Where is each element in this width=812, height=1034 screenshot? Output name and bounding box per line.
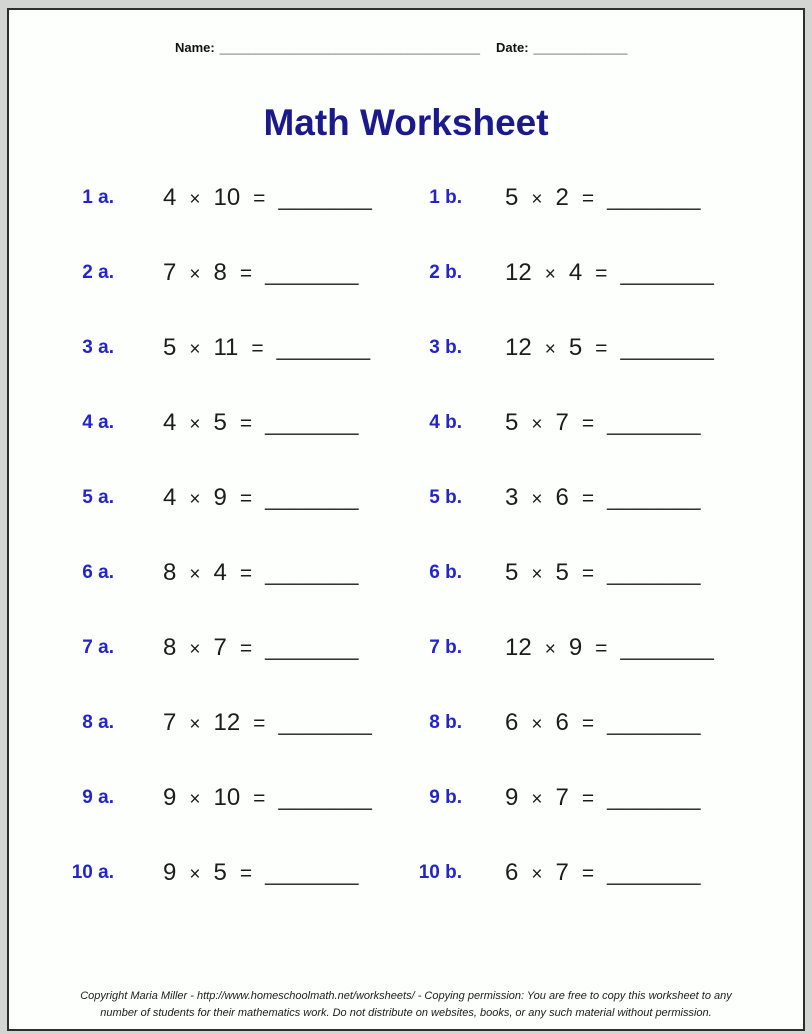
operand-2: 8 <box>213 258 227 286</box>
problem-label-a: 8 a. <box>82 711 114 733</box>
equals-sign: = <box>581 786 595 810</box>
operand-1: 12 <box>505 258 532 286</box>
operand-1: 8 <box>163 558 177 586</box>
answer-blank: _______ <box>265 633 359 661</box>
equals-sign: = <box>581 561 595 585</box>
multiply-sign: × <box>189 188 201 210</box>
problem-row <box>9 385 803 460</box>
multiply-sign: × <box>531 863 543 885</box>
problem-label-b: 9 b. <box>429 786 462 808</box>
problem-label-b: 5 b. <box>429 486 462 508</box>
problem-label-b: 1 b. <box>429 186 462 208</box>
operand-2: 2 <box>555 183 569 211</box>
operand-2: 7 <box>555 858 569 886</box>
answer-blank: _______ <box>278 783 372 811</box>
name-label: Name: <box>175 40 215 55</box>
operand-2: 5 <box>213 408 227 436</box>
date-blank-line: _____________ <box>533 40 628 55</box>
answer-blank: _______ <box>276 333 371 361</box>
problem-expression-b <box>505 784 701 812</box>
problem-label-b: 4 b. <box>429 411 462 433</box>
footer-line-1: Copyright Maria Miller - http://www.homeschoolmath.net/worksheets/ - Copying permission: You are free to copy this worksheet to any <box>80 990 732 1002</box>
problem-expression-b <box>505 334 714 362</box>
multiply-sign: × <box>544 338 556 360</box>
operand-1: 9 <box>163 858 177 886</box>
problem-expression-a <box>163 484 408 512</box>
multiply-sign: × <box>531 413 543 435</box>
problem-label-a: 3 a. <box>82 336 114 358</box>
problem-label-b: 7 b. <box>429 636 462 658</box>
equals-sign: = <box>581 861 595 885</box>
multiply-sign: × <box>189 863 201 885</box>
equals-sign: = <box>239 561 253 585</box>
operand-2: 12 <box>213 708 241 736</box>
equals-sign: = <box>581 486 595 510</box>
operand-2: 4 <box>568 258 583 286</box>
problem-label-a: 4 a. <box>82 411 114 433</box>
problem-row <box>9 235 803 310</box>
problem-expression-a <box>163 334 408 362</box>
problem-expression-b <box>505 484 701 512</box>
problem-expression-a <box>163 259 408 287</box>
problem-row <box>9 160 803 235</box>
operand-1: 6 <box>505 708 519 736</box>
answer-blank: _______ <box>620 333 714 361</box>
problem-label-b: 10 b. <box>418 861 462 883</box>
answer-blank: _______ <box>265 408 359 436</box>
problem-expression-b <box>505 634 714 662</box>
problem-row <box>9 460 803 535</box>
operand-1: 7 <box>163 258 177 286</box>
multiply-sign: × <box>531 488 543 510</box>
multiply-sign: × <box>531 563 543 585</box>
problem-expression-b <box>505 559 701 587</box>
operand-1: 5 <box>505 183 519 211</box>
multiply-sign: × <box>189 638 201 660</box>
problem-expression-a <box>163 634 408 662</box>
multiply-sign: × <box>189 263 201 285</box>
problem-row <box>9 310 803 385</box>
operand-2: 5 <box>555 558 569 586</box>
footer-line-2: number of students for their mathematics work. Do not distribute on websites, books, or any such material without permission. <box>100 1007 712 1019</box>
problem-label-a: 2 a. <box>82 261 114 283</box>
answer-blank: _______ <box>278 708 372 736</box>
answer-blank: _______ <box>265 858 359 886</box>
date-label: Date: <box>496 40 529 55</box>
multiply-sign: × <box>189 488 201 510</box>
equals-sign: = <box>595 636 608 660</box>
problems-grid <box>9 160 803 910</box>
operand-2: 7 <box>555 408 569 436</box>
problem-expression-b <box>505 259 714 287</box>
answer-blank: _______ <box>607 858 701 886</box>
operand-1: 5 <box>505 408 519 436</box>
operand-2: 4 <box>213 558 227 586</box>
operand-1: 6 <box>505 858 519 886</box>
problem-expression-b <box>505 709 701 737</box>
multiply-sign: × <box>544 263 556 285</box>
answer-blank: _______ <box>278 183 372 211</box>
problem-expression-a <box>163 409 408 437</box>
page-title: Math Worksheet <box>263 102 549 143</box>
problem-label-a: 5 a. <box>82 486 114 508</box>
answer-blank: _______ <box>607 483 701 511</box>
multiply-sign: × <box>544 638 556 660</box>
problem-expression-b <box>505 184 701 212</box>
problem-expression-a <box>163 559 408 587</box>
operand-2: 7 <box>555 783 569 811</box>
equals-sign: = <box>253 711 266 735</box>
equals-sign: = <box>253 186 266 210</box>
equals-sign: = <box>253 786 266 810</box>
operand-1: 9 <box>163 783 177 811</box>
footer-copyright <box>9 988 803 1022</box>
answer-blank: _______ <box>265 258 359 286</box>
answer-blank: _______ <box>265 483 359 511</box>
operand-2: 9 <box>568 633 583 661</box>
problem-label-b: 2 b. <box>429 261 462 283</box>
problem-expression-b <box>505 859 701 887</box>
name-blank-line: ____________________________________ <box>219 40 481 55</box>
operand-1: 12 <box>505 333 532 361</box>
operand-1: 9 <box>505 783 519 811</box>
answer-blank: _______ <box>620 633 714 661</box>
header <box>175 40 628 55</box>
answer-blank: _______ <box>607 783 701 811</box>
multiply-sign: × <box>531 188 543 210</box>
operand-2: 6 <box>555 708 569 736</box>
equals-sign: = <box>581 411 595 435</box>
problem-label-b: 8 b. <box>429 711 462 733</box>
operand-2: 7 <box>213 633 227 661</box>
equals-sign: = <box>581 186 595 210</box>
problem-expression-a <box>163 859 408 887</box>
problem-row <box>9 835 803 910</box>
problem-expression-a <box>163 784 408 812</box>
multiply-sign: × <box>189 413 201 435</box>
problem-label-b: 6 b. <box>429 561 462 583</box>
problem-row <box>9 610 803 685</box>
multiply-sign: × <box>531 713 543 735</box>
problem-label-b: 3 b. <box>429 336 462 358</box>
problem-expression-a <box>163 184 408 212</box>
operand-1: 8 <box>163 633 177 661</box>
operand-1: 5 <box>505 558 519 586</box>
answer-blank: _______ <box>265 558 359 586</box>
answer-blank: _______ <box>607 558 701 586</box>
operand-1: 4 <box>163 408 177 436</box>
answer-blank: _______ <box>607 408 701 436</box>
multiply-sign: × <box>189 788 201 810</box>
problem-label-a: 1 a. <box>82 186 114 208</box>
problem-row <box>9 760 803 835</box>
problem-row <box>9 685 803 760</box>
answer-blank: _______ <box>620 258 714 286</box>
operand-2: 9 <box>213 483 227 511</box>
multiply-sign: × <box>189 713 201 735</box>
operand-1: 4 <box>163 183 177 211</box>
equals-sign: = <box>239 411 253 435</box>
equals-sign: = <box>251 336 264 360</box>
operand-1: 3 <box>505 483 519 511</box>
operand-2: 10 <box>213 783 241 811</box>
operand-2: 11 <box>213 333 239 361</box>
problem-row <box>9 535 803 610</box>
multiply-sign: × <box>189 338 201 360</box>
equals-sign: = <box>595 336 608 360</box>
problem-label-a: 7 a. <box>82 636 114 658</box>
problem-label-a: 10 a. <box>71 861 114 883</box>
multiply-sign: × <box>531 788 543 810</box>
answer-blank: _______ <box>607 183 701 211</box>
operand-2: 6 <box>555 483 569 511</box>
problem-label-a: 6 a. <box>82 561 114 583</box>
operand-2: 5 <box>568 333 583 361</box>
equals-sign: = <box>239 636 253 660</box>
problem-label-a: 9 a. <box>82 786 114 808</box>
operand-2: 5 <box>213 858 227 886</box>
operand-1: 7 <box>163 708 177 736</box>
equals-sign: = <box>239 861 253 885</box>
worksheet-page <box>7 8 805 1031</box>
multiply-sign: × <box>189 563 201 585</box>
problem-expression-a <box>163 709 408 737</box>
equals-sign: = <box>239 486 253 510</box>
operand-1: 5 <box>163 333 177 361</box>
equals-sign: = <box>581 711 595 735</box>
equals-sign: = <box>239 261 253 285</box>
operand-1: 12 <box>505 633 532 661</box>
operand-2: 10 <box>213 183 241 211</box>
problem-expression-b <box>505 409 701 437</box>
operand-1: 4 <box>163 483 177 511</box>
equals-sign: = <box>595 261 608 285</box>
answer-blank: _______ <box>607 708 701 736</box>
